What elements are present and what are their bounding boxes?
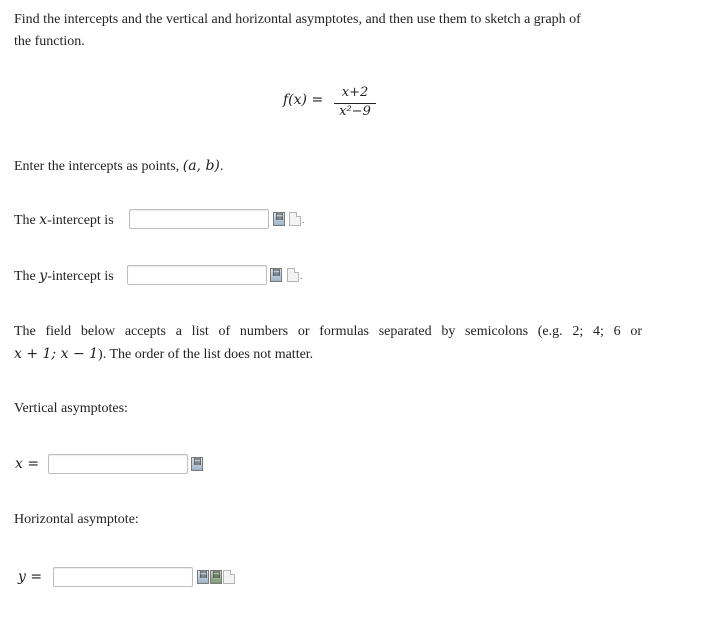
formula-lhs: f(x) = [283, 92, 324, 108]
points-note-math: (a, b) [182, 158, 220, 174]
x-intercept-label [14, 209, 114, 232]
list-note-line-2 [14, 343, 642, 366]
formula-denominator: x²−9 [339, 104, 371, 119]
vertical-var-label: x = [15, 456, 40, 472]
y-intercept-label [14, 265, 114, 288]
formula-numerator: x+2 [341, 85, 369, 100]
points-note-text: Enter the intercepts as points, [14, 159, 180, 174]
preview-icon[interactable] [223, 570, 235, 584]
function-formula [283, 92, 323, 109]
y-intercept-var: y [39, 268, 48, 284]
y-intercept-label-post: -intercept is [47, 269, 114, 284]
x-intercept-label-pre: The [14, 213, 36, 228]
formula-editor-icon[interactable]: ▤ [270, 268, 282, 282]
instructions-line-2: the function. [14, 34, 85, 49]
formula-editor-icon[interactable]: ▤ [197, 570, 209, 584]
horizontal-asymptote-heading: Horizontal asymptote: [14, 512, 139, 527]
dot-separator: . [300, 271, 303, 282]
horizontal-var-label: y = [18, 569, 43, 585]
instructions [14, 9, 704, 53]
x-intercept-label-post: -intercept is [47, 213, 114, 228]
list-note-line-1: The field below accepts a list of numbers or formulas separated by semicolons (e.g. 2; 4; 6 or [14, 324, 642, 339]
preview-icon[interactable] [289, 212, 301, 226]
y-intercept-input[interactable] [127, 265, 267, 285]
points-note [14, 155, 223, 178]
list-note [14, 321, 642, 366]
points-note-end: . [219, 159, 224, 174]
list-note-example: x + 1; x − 1 [14, 346, 99, 362]
instructions-line-1: Find the intercepts and the vertical and horizontal asymptotes, and then use them to sketch a graph of [14, 12, 581, 27]
formula-editor-icon[interactable]: ▤ [191, 457, 203, 471]
x-intercept-var: x [39, 212, 48, 228]
preview-icon[interactable] [287, 268, 299, 282]
vertical-asymptotes-input[interactable] [48, 454, 188, 474]
formula-editor-icon[interactable]: ▤ [273, 212, 285, 226]
dot-separator: . [302, 215, 305, 226]
y-intercept-label-pre: The [14, 269, 36, 284]
help-icon[interactable]: ▤ [210, 570, 222, 584]
vertical-asymptotes-heading: Vertical asymptotes: [14, 401, 128, 416]
list-note-rest: ). The order of the list does not matter. [98, 347, 314, 362]
x-intercept-input[interactable] [129, 209, 269, 229]
horizontal-asymptote-input[interactable] [53, 567, 193, 587]
